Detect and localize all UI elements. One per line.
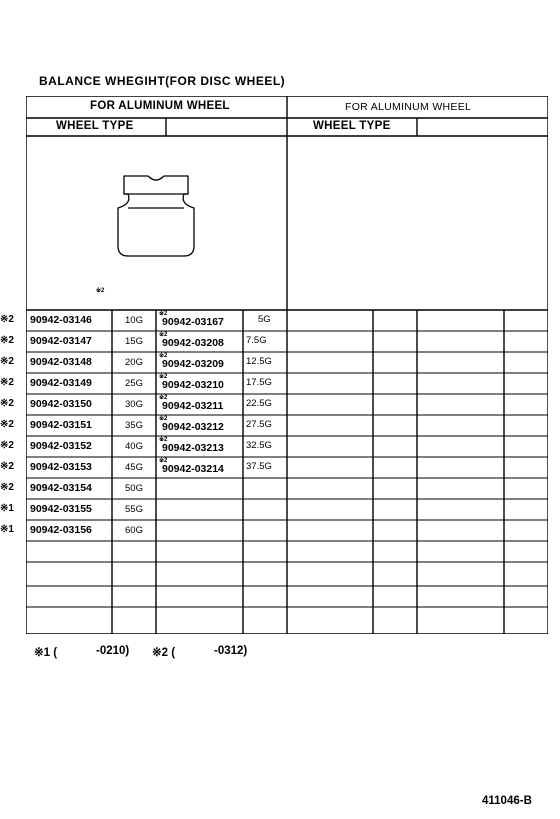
row-mark-2: ※2 (159, 416, 168, 422)
weight: 15G (125, 336, 143, 347)
part-number: 90942-03156 (30, 524, 92, 536)
weight: 30G (125, 399, 143, 410)
part-number-2: 90942-03167 (162, 316, 224, 328)
weight: 25G (125, 378, 143, 389)
weight: 45G (125, 462, 143, 473)
row-mark-2: ※2 (159, 353, 168, 359)
left-section-header: FOR ALUMINUM WHEEL (90, 100, 230, 112)
part-number-2: 90942-03214 (162, 463, 224, 475)
row-mark-2: ※2 (159, 311, 168, 317)
part-number: 90942-03154 (30, 482, 92, 494)
part-number: 90942-03153 (30, 461, 92, 473)
row-mark: ※2 (0, 461, 14, 472)
footnote-2-value: -0312) (214, 645, 248, 657)
row-mark: ※2 (0, 419, 14, 430)
part-number-2: 90942-03211 (162, 400, 224, 412)
balance-weight-table (0, 96, 548, 634)
weight-2: 27.5G (246, 419, 272, 430)
part-number: 90942-03149 (30, 377, 92, 389)
weight-2: 12.5G (246, 356, 272, 367)
weight: 40G (125, 441, 143, 452)
part-number-2: 90942-03209 (162, 358, 224, 370)
left-wheel-type-label: WHEEL TYPE (56, 120, 134, 132)
row-mark: ※2 (0, 398, 14, 409)
part-number-2: 90942-03213 (162, 442, 224, 454)
weight-2: 22.5G (246, 398, 272, 409)
part-number: 90942-03155 (30, 503, 92, 515)
row-mark: ※2 (0, 377, 14, 388)
part-number-2: 90942-03210 (162, 379, 224, 391)
row-mark: ※2 (0, 335, 14, 346)
row-mark: ※2 (0, 440, 14, 451)
row-mark: ※2 (0, 356, 14, 367)
row-mark-2: ※2 (159, 332, 168, 338)
weight-2: 7.5G (246, 335, 267, 346)
weight: 10G (125, 315, 143, 326)
table-grid (26, 96, 548, 634)
weight: 35G (125, 420, 143, 431)
weight-2: 5G (258, 314, 271, 325)
part-number: 90942-03146 (30, 314, 92, 326)
row-mark: ※2 (0, 314, 14, 325)
weight: 60G (125, 525, 143, 536)
row-mark: ※2 (0, 482, 14, 493)
footnote-1-value: -0210) (96, 645, 130, 657)
weight: 50G (125, 483, 143, 494)
right-wheel-type-label: WHEEL TYPE (313, 120, 391, 132)
part-number: 90942-03152 (30, 440, 92, 452)
weight-2: 37.5G (246, 461, 272, 472)
part-number: 90942-03147 (30, 335, 92, 347)
row-mark-2: ※2 (159, 374, 168, 380)
row-mark: ※1 (0, 524, 14, 535)
weight: 55G (125, 504, 143, 515)
weight-2: 17.5G (246, 377, 272, 388)
figure-mark: ※2 (96, 288, 105, 294)
footnote-1-mark: ※1 ( (34, 647, 58, 659)
row-mark-2: ※2 (159, 437, 168, 443)
part-number: 90942-03150 (30, 398, 92, 410)
part-number-2: 90942-03208 (162, 337, 224, 349)
row-mark-2: ※2 (159, 458, 168, 464)
weight: 20G (125, 357, 143, 368)
part-number: 90942-03151 (30, 419, 92, 431)
weight-2: 32.5G (246, 440, 272, 451)
row-mark-2: ※2 (159, 395, 168, 401)
balance-weight-drawing (118, 176, 194, 256)
footnote-2-mark: ※2 ( (152, 647, 176, 659)
figure-number: 411046-B (482, 795, 532, 807)
row-mark: ※1 (0, 503, 14, 514)
part-number-2: 90942-03212 (162, 421, 224, 433)
page-title: BALANCE WHEGIHT(FOR DISC WHEEL) (39, 74, 286, 88)
right-section-header: FOR ALUMINUM WHEEL (345, 101, 472, 113)
part-number: 90942-03148 (30, 356, 92, 368)
